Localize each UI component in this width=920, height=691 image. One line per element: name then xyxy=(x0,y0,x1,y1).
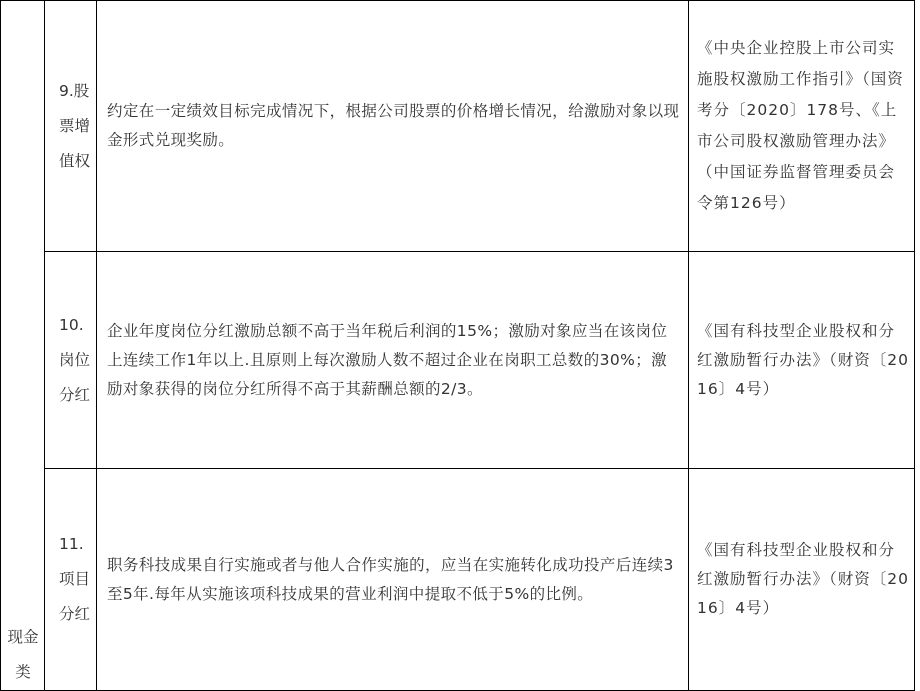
category-cell xyxy=(1,1,45,691)
item-name: 10.岗位分红 xyxy=(59,315,91,404)
item-source: 《国有科技型企业股权和分红激励暂行办法》（财资〔2016〕4号） xyxy=(697,321,909,398)
item-description: 企业年度岗位分红激励总额不高于当年税后利润的15%；激励对象应当在该岗位上连续工作1年以上.且原则上每次激励人数不超过企业在岗职工总数的30%；激励对象获得的岗位分红所得不高于其薪酬总额的2/3。 xyxy=(107,321,668,398)
item-source-cell xyxy=(689,252,915,469)
item-description-cell xyxy=(97,1,689,252)
item-source-cell xyxy=(689,469,915,691)
item-description-cell xyxy=(97,252,689,469)
item-name: 11.项目分红 xyxy=(59,535,91,623)
item-name-cell xyxy=(45,1,97,252)
item-name: 9.股票增值权 xyxy=(59,81,91,170)
item-description: 职务科技成果自行实施或者与他人合作实施的，应当在实施转化成功投产后连续3至5年.每年从实施该项科技成果的营业利润中提取不低于5%的比例。 xyxy=(107,555,674,603)
item-name-cell xyxy=(45,252,97,469)
item-name-cell xyxy=(45,469,97,691)
table-row xyxy=(1,1,915,252)
item-description: 约定在一定绩效目标完成情况下，根据公司股票的价格增长情况，给激励对象以现金形式兑现奖励。 xyxy=(107,102,680,149)
item-description-cell xyxy=(97,469,689,691)
table-row xyxy=(1,252,915,469)
item-source: 《中央企业控股上市公司实施股权激励工作指引》（国资考分〔2020〕178号、《上市公司股权激励管理办法》（中国证券监督管理委员会令第126号） xyxy=(697,39,904,212)
table-row xyxy=(1,469,915,691)
item-source-cell xyxy=(689,1,915,252)
category-label: 现金类 xyxy=(7,628,39,681)
item-source: 《国有科技型企业股权和分红激励暂行办法》（财资〔2016〕4号） xyxy=(697,541,909,617)
